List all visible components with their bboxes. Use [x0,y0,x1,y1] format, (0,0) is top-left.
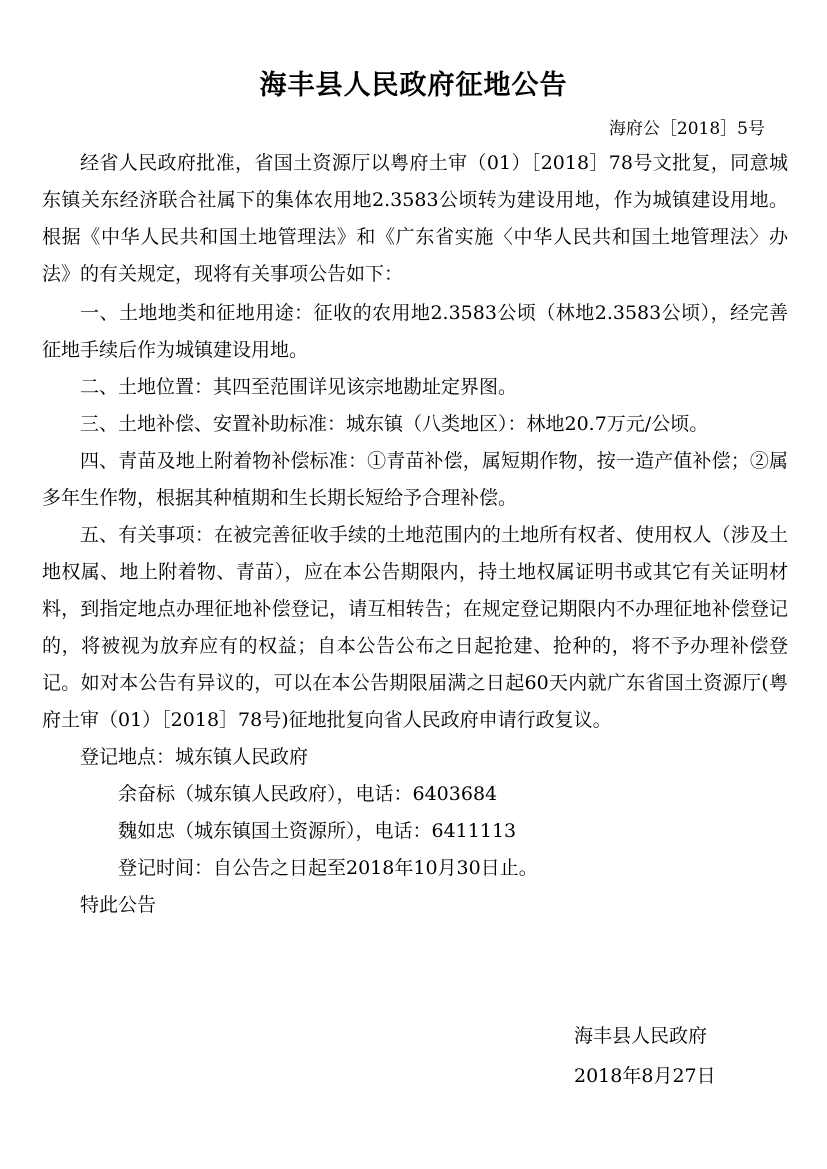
document-number: 海府公［2018］5号 [608,119,765,139]
registration-place: 登记地点：城东镇人民政府 [80,746,309,768]
paragraph-crops: 四、青苗及地上附着物补偿标准：①青苗补偿，属短期作物，按一造产值补偿；②属多年生作物，根据其种植期和生长期长短给予合理补偿。 [42,450,788,509]
registration-time: 登记时间：自公告之日起至2018年10月30日止。 [118,857,538,879]
issue-date: 2018年8月27日 [574,1065,716,1087]
contact-1: 余奋标（城东镇人民政府），电话：6403684 [118,783,498,805]
paragraph-location: 二、土地位置：其四至范围详见该宗地勘址定界图。 [80,376,518,398]
issuer-name: 海丰县人民政府 [574,1025,708,1047]
paragraph-compensation: 三、土地补偿、安置补助标准：城东镇（八类地区）：林地20.7万元/公顷。 [80,413,709,435]
paragraph-land-use: 一、土地地类和征地用途：征收的农用地2.3583公顷（林地2.3583公顷），经完善征地手续后作为城镇建设用地。 [42,302,788,361]
notice-body [42,145,788,924]
closing-text: 特此公告 [80,894,157,916]
signature-block [574,1016,716,1096]
notice-title: 海丰县人民政府征地公告 [259,70,568,101]
contact-2: 魏如忠（城东镇国土资源所），电话：6411113 [118,820,517,842]
paragraph-matters: 五、有关事项：在被完善征收手续的土地范围内的土地所有权者、使用权人（涉及土地权属、地上附着物、青苗），应在本公告期限内，持土地权属证明书或其它有关证明材料，到指定地点办理征地补偿登记，请互相转告；在规定登记期限内不办理征地补偿登记的，将被视为放弃应有的权益；自本公告公布之日起抢建、抢种的，将不予办理补偿登记。如对本公告有异议的，可以在本公告期限届满之日起60天内就广东省国土资源厅(粤府土审（01）［2018］78号)征地批复向省人民政府申请行政复议。 [42,524,788,731]
paragraph-intro: 经省人民政府批准，省国土资源厅以粤府土审（01）［2018］78号文批复，同意城东镇关东经济联合社属下的集体农用地2.3583公顷转为建设用地，作为城镇建设用地。根据《中华人民共和国土地管理法》和《广东省实施〈中华人民共和国土地管理法〉办法》的有关规定，现将有关事项公告如下： [42,152,788,285]
